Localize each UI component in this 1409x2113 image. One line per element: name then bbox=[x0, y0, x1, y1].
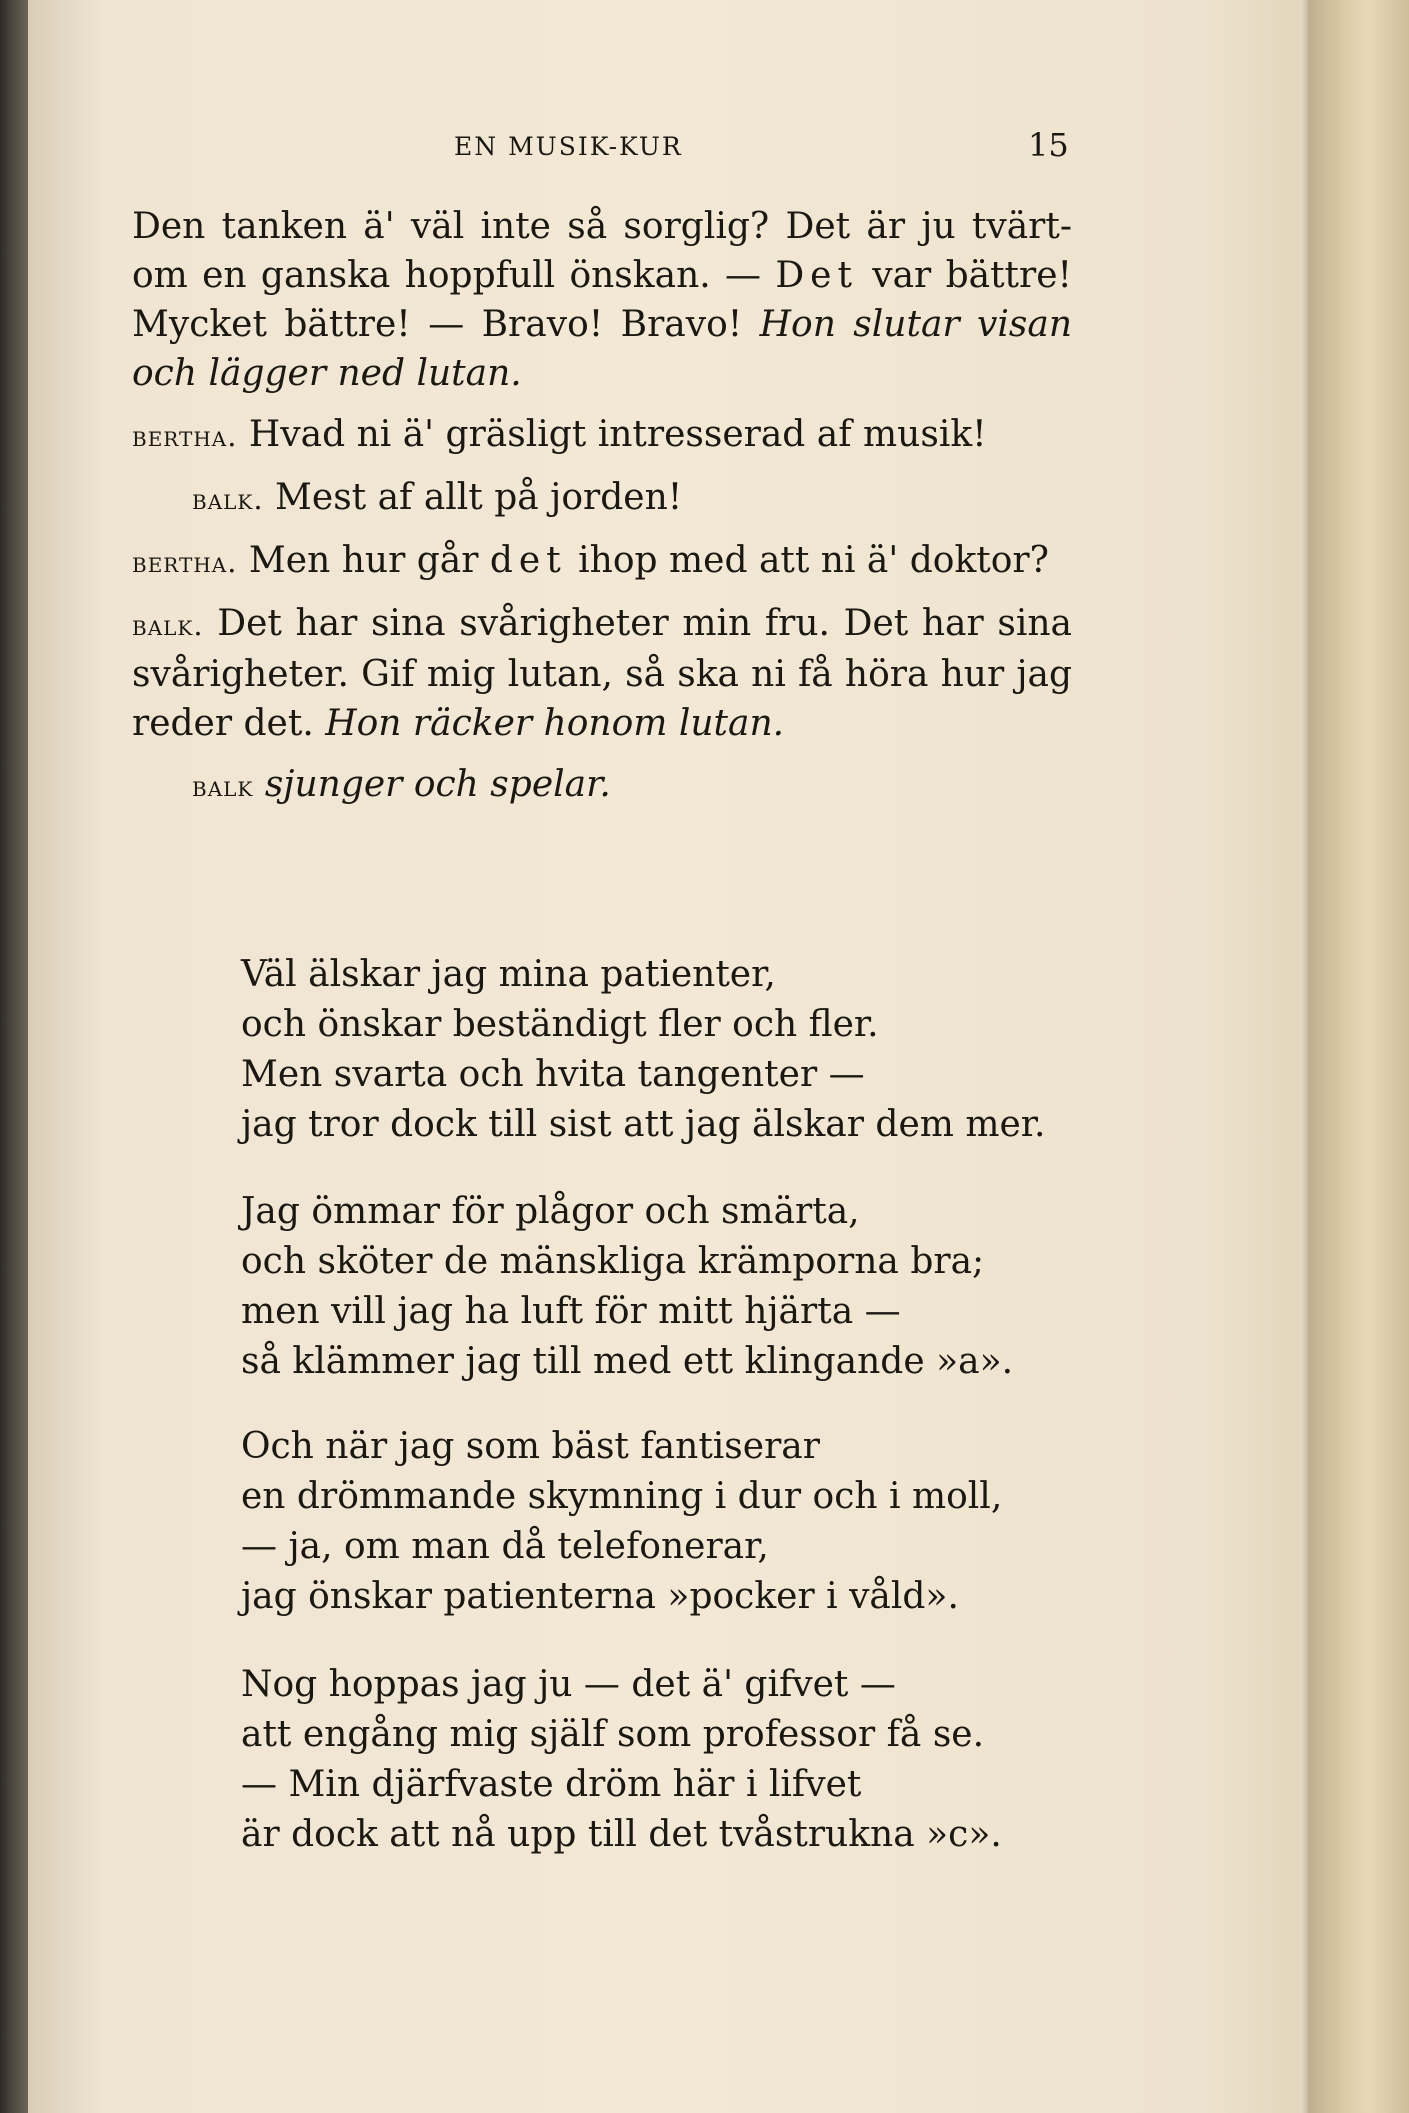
poem-stanza-4 bbox=[241, 1660, 1101, 1860]
poem-stanza-1 bbox=[241, 950, 1101, 1150]
stage-direction: Hon slutar visan och lägger ned lutan. bbox=[132, 304, 1073, 394]
poem-line: Men svarta och hvita tangenter — bbox=[241, 1054, 865, 1095]
speaker-name: bertha. bbox=[132, 419, 238, 453]
poem-stanza-3 bbox=[241, 1422, 1101, 1622]
paragraph-1 bbox=[132, 202, 1072, 398]
poem-line: Och när jag som bäst fantiserar bbox=[241, 1426, 820, 1467]
speaker-name: balk. bbox=[192, 482, 264, 516]
poem-line: — ja, om man då telefonerar, bbox=[241, 1526, 769, 1567]
stage-direction: Hon räcker honom lutan. bbox=[325, 703, 785, 744]
poem-line: en drömmande skymning i dur och i moll, bbox=[241, 1476, 1003, 1517]
speaker-name: bertha. bbox=[132, 545, 238, 579]
poem-line: är dock att nå upp till det tvåstrukna »c». bbox=[241, 1814, 1002, 1855]
speaker-name: balk. bbox=[132, 608, 204, 642]
prose-block bbox=[132, 202, 1072, 811]
speech-text: Mest af allt på jorden! bbox=[263, 477, 683, 518]
spaced-text: det bbox=[489, 540, 567, 581]
poem-line: att engång mig själf som professor få se. bbox=[241, 1714, 985, 1755]
left-book-gutter bbox=[0, 0, 28, 2113]
poem-line: men vill jag ha luft för mitt hjärta — bbox=[241, 1291, 901, 1332]
text-run: var bättre! Mycket bättre! — Bravo! Bravo! bbox=[132, 255, 1072, 345]
paragraph-6 bbox=[132, 760, 1072, 811]
poem-line: Jag ömmar för plågor och smärta, bbox=[241, 1191, 860, 1232]
stage-direction: sjunger och spelar. bbox=[253, 764, 611, 805]
running-head: EN MUSIK-KUR bbox=[454, 132, 683, 161]
speaker-name: balk bbox=[192, 769, 254, 803]
poem-line: Väl älskar jag mina patienter, bbox=[241, 954, 776, 995]
paragraph-4 bbox=[132, 536, 1072, 587]
book-page bbox=[28, 0, 1308, 2113]
text-run: Den tanken ä' väl inte så sorglig? Det är ju tvärt-om en ganska hoppfull önskan. — bbox=[132, 206, 1072, 296]
speech-text: Det har sina svårigheter min fru. Det har sina svårigheter. Gif mig lutan, så ska ni få höra hur jag reder det. bbox=[132, 603, 1072, 744]
poem-line: Nog hoppas jag ju — det ä' gifvet — bbox=[241, 1664, 896, 1705]
spaced-text: Det bbox=[775, 255, 858, 296]
poem-line: jag önskar patienterna »pocker i våld». bbox=[241, 1576, 959, 1617]
speech-text: Hvad ni ä' gräsligt intresserad af musik! bbox=[237, 414, 987, 455]
paragraph-3 bbox=[132, 473, 1072, 524]
paragraph-5 bbox=[132, 599, 1072, 748]
paragraph-2 bbox=[132, 410, 1072, 461]
book-spine bbox=[1308, 0, 1409, 2113]
speech-text: Men hur går bbox=[237, 540, 490, 581]
page-number: 15 bbox=[1028, 126, 1069, 164]
poem-line: och sköter de mänskliga krämporna bra; bbox=[241, 1241, 985, 1282]
poem-line: jag tror dock till sist att jag älskar dem mer. bbox=[241, 1104, 1046, 1145]
poem-line: så klämmer jag till med ett klingande »a». bbox=[241, 1341, 1014, 1382]
poem-stanza-2 bbox=[241, 1187, 1101, 1387]
poem-line: — Min djärfvaste dröm här i lifvet bbox=[241, 1764, 862, 1805]
speech-text: ihop med att ni ä' doktor? bbox=[566, 540, 1049, 581]
poem-line: och önskar beständigt fler och fler. bbox=[241, 1004, 879, 1045]
